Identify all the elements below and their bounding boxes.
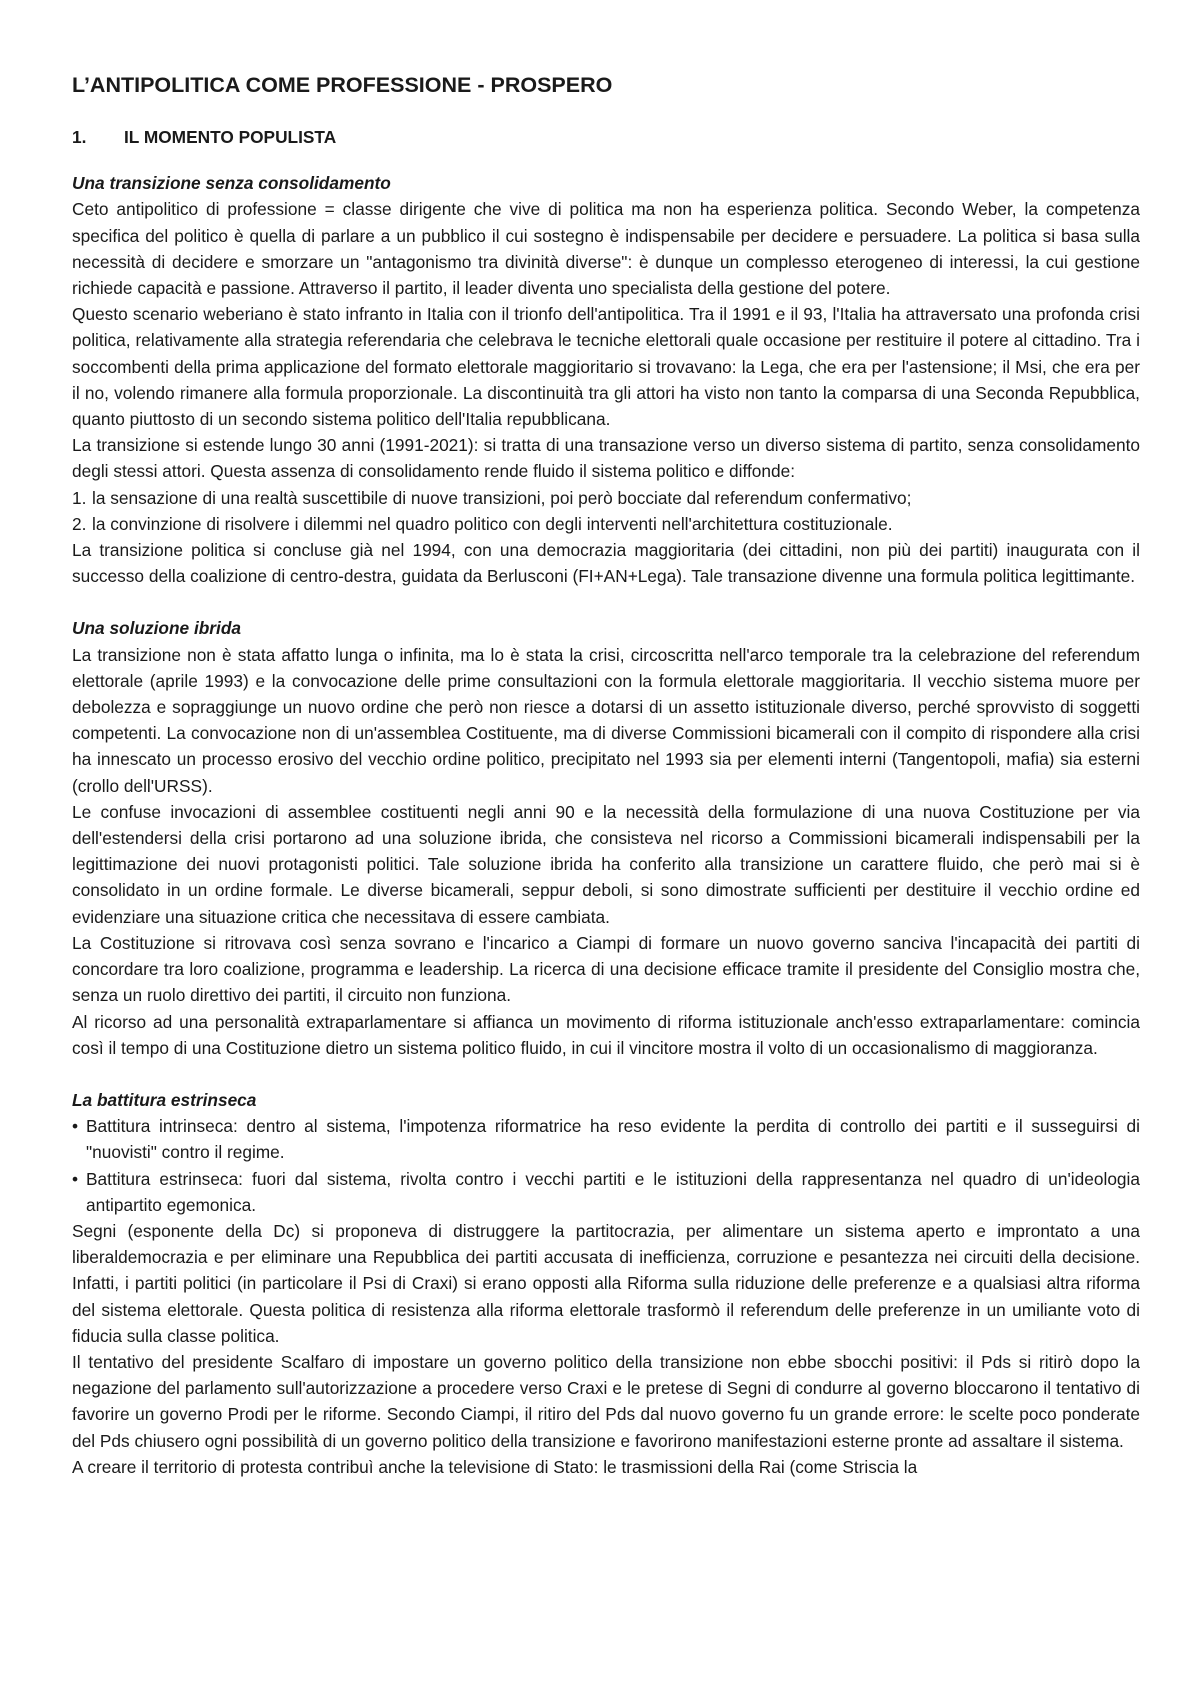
paragraph: A creare il territorio di protesta contribuì anche la televisione di Stato: le trasmissioni della Rai (come Striscia la [72,1456,918,1477]
paragraph: La transizione si estende lungo 30 anni (1991-2021): si tratta di una transazione verso un diverso sistema di partito, senza consolidamento degli stessi attori. Questa assenza di consolidamento rende fluido il sistema politico e diffonde: [72,435,1140,482]
list-item [72,1166,1140,1218]
paragraph: Segni (esponente della Dc) si proponeva di distruggere la partitocrazia, per alimentare un sistema aperto e improntato a una liberaldemocrazia e per eliminare una Repubblica dei partiti accusata di inefficienza, corruzione e pesantezza nei circuiti della decisione. Infatti, i partiti politici (in particolare il Psi di Craxi) si erano opposti alla Riforma sulla riduzione delle preferenze e a qualsiasi altra riforma del sistema elettorale. Questa politica di resistenza alla riforma elettorale trasformò il referendum delle preferenze in un umiliante voto di fiducia sulla classe politica. [72,1220,1140,1346]
paragraph: La transizione non è stata affatto lunga o infinita, ma lo è stata la crisi, circoscritta nell'arco temporale tra la celebrazione del referendum elettorale (aprile 1993) e la convocazione delle prime consultazioni con la formula elettorale maggioritaria. Il vecchio sistema muore per debolezza e sopraggiunge un nuovo ordine che però non riesce a dotarsi di un assetto istituzionale diverso, perché sprovvisto di soggetti competenti. La convocazione non di un'assemblea Costituente, ma di diverse Commissioni bicamerali con il compito di rispondere alla crisi ha innescato un processo erosivo del vecchio ordine politico, precipitato nel 1993 sia per elementi interni (Tangentopoli, mafia) sia esterni (crollo dell'URSS). [72,644,1140,796]
section-soluzione-ibrida [72,615,1140,1060]
list-text: la convinzione di risolvere i dilemmi nel quadro politico con degli interventi nell'architettura costituzionale. [92,513,893,534]
paragraph: Le confuse invocazioni di assemblee costituenti negli anni 90 e la necessità della formulazione di una nuova Costituzione per via dell'estendersi della crisi portarono ad una soluzione ibrida, che consisteva nel ricorso a Commissioni bicamerali indispensabili per la legittimazione dei nuovi protagonisti politici. Tale soluzione ibrida ha conferito alla transizione un carattere fluido, che però mai si è consolidato in un ordine formale. Le diverse bicamerali, seppur deboli, si sono dimostrate sufficienti per destituire il vecchio ordine ed evidenziare una situazione critica che necessitava di essere cambiata. [72,801,1140,927]
paragraph: Il tentativo del presidente Scalfaro di impostare un governo politico della transizione non ebbe sbocchi positivi: il Pds si ritirò dopo la negazione del parlamento sull'autorizzazione a procedere verso Craxi e le pretese di Segni di condurre al governo bloccarono il tentativo di favorire un governo Prodi per le riforme. Secondo Ciampi, il ritiro del Pds dal nuovo governo fu un grande errore: le scelte poco ponderate del Pds chiusero ogni possibilità di un governo politico della transizione e favorirono manifestazioni esterne pronte ad assaltare il sistema. [72,1351,1140,1451]
list-item [72,485,1140,511]
document-page [72,70,1140,1480]
paragraph: La Costituzione si ritrovava così senza sovrano e l'incarico a Ciampi di formare un nuovo governo sanciva l'incapacità dei partiti di concordare tra loro coalizione, programma e leadership. La ricerca di una decisione efficace tramite il presidente del Consiglio mostra che, senza un ruolo direttivo dei partiti, il circuito non funziona. [72,932,1140,1006]
list-number: 2. [72,513,87,534]
bullet-list [72,1113,1140,1218]
paragraph: Ceto antipolitico di professione = classe dirigente che vive di politica ma non ha esperienza politica. Secondo Weber, la competenza specifica del politico è quella di parlare a un pubblico il cui sostegno è indispensabile per decidere e persuadere. La politica si basa sulla necessità di decidere e smorzare un "antagonismo tra divinità diverse": è dunque un complesso eterogeneo di interessi, la cui gestione richiede capacità e passione. Attraverso il partito, il leader diventa uno specialista della gestione del potere. [72,199,1140,299]
spacer [72,589,1140,615]
bullet-icon: • [72,1168,79,1189]
section-transizione [72,170,1140,589]
section-heading: La battitura estrinseca [72,1089,257,1110]
section-heading: Una soluzione ibrida [72,618,241,639]
document-title: L’ANTIPOLITICA COME PROFESSIONE - PROSPERO [72,73,613,97]
list-number: 1. [72,487,87,508]
list-item [72,1113,1140,1165]
numbered-list [72,485,1140,537]
paragraph: Questo scenario weberiano è stato infranto in Italia con il trionfo dell'antipolitica. Tra il 1991 e il 93, l'Italia ha attraversato una profonda crisi politica, relativamente alla strategia referendaria che celebrava le tecniche elettorali quale occasione per restituire il potere al cittadino. Tra i soccombenti della prima applicazione del formato elettorale maggioritario si trovavano: la Lega, che era per l'astensione; il Msi, che era per il no, volendo rimanere alla formula proporzionale. La discontinuità tra gli attori ha visto non tanto la comparsa di una Seconda Repubblica, quanto piuttosto di un secondo sistema politico dell'Italia repubblicana. [72,304,1140,430]
spacer [72,1061,1140,1087]
list-text: la sensazione di una realtà suscettibile di nuove transizioni, poi però bocciate dal referendum confermativo; [92,487,912,508]
section-heading: Una transizione senza consolidamento [72,173,391,194]
chapter-label: IL MOMENTO POPULISTA [124,127,337,147]
list-text: Battitura intrinseca: dentro al sistema, l'impotenza riformatrice ha reso evidente la perdita di controllo dei partiti e il susseguirsi di "nuovisti" contro il regime. [86,1116,1140,1163]
chapter-heading [72,124,1140,150]
list-text: Battitura estrinseca: fuori dal sistema, rivolta contro i vecchi partiti e le istituzioni della rappresentanza nel quadro di un'ideologia antipartito egemonica. [86,1168,1140,1215]
list-item [72,511,1140,537]
section-battitura-estrinseca [72,1087,1140,1480]
paragraph: Al ricorso ad una personalità extraparlamentare si affianca un movimento di riforma istituzionale anch'esso extraparlamentare: comincia così il tempo di una Costituzione dietro un sistema politico fluido, in cui il vincitore mostra il volto di un occasionalismo di maggioranza. [72,1011,1140,1058]
paragraph: La transizione politica si concluse già nel 1994, con una democrazia maggioritaria (dei cittadini, non più dei partiti) inaugurata con il successo della coalizione di centro-destra, guidata da Berlusconi (FI+AN+Lega). Tale transazione divenne una formula politica legittimante. [72,540,1140,587]
chapter-number: 1. [72,127,87,147]
bullet-icon: • [72,1116,79,1137]
